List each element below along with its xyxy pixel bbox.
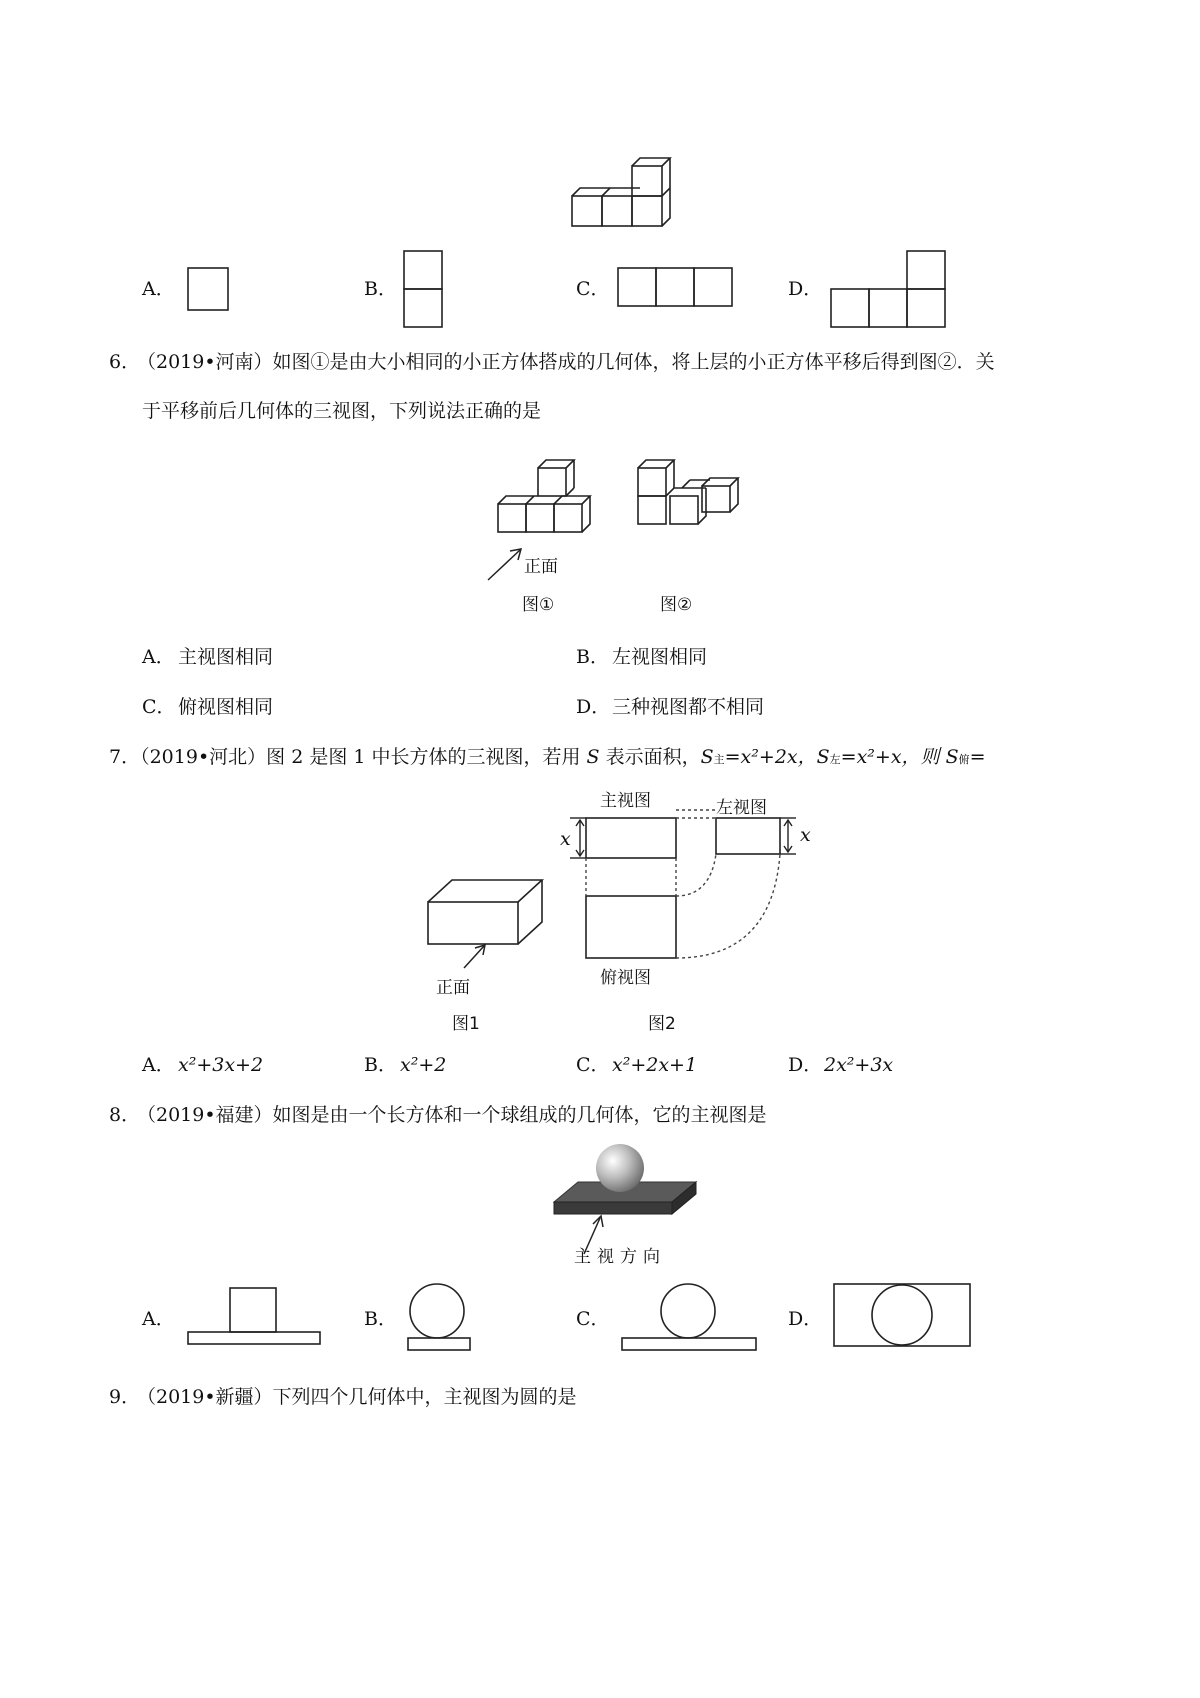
q7-option-c-text[interactable]: x²+2x+1 <box>612 1054 698 1076</box>
q7-option-d-label[interactable]: D． <box>788 1054 823 1076</box>
q6-stem-line1: （2019•河南）如图①是由大小相同的小正方体搭成的几何体，将上层的小正方体平移后得到图②．关 <box>137 351 995 373</box>
q7-fig1-caption: 图1 <box>452 1014 480 1034</box>
q8-option-d-label[interactable]: D． <box>788 1308 823 1330</box>
q7-stem-a: （2019•河北）图 2 是图 1 中长方体的三视图，若用 <box>140 746 587 768</box>
q8-number: 8． <box>109 1104 141 1126</box>
q7-main-view-label: 主视图 <box>600 791 651 811</box>
q5-option-b-figure[interactable] <box>402 249 444 329</box>
q7-s-main: S <box>700 746 714 768</box>
q7-s-left: S <box>816 746 830 768</box>
q9-stem: （2019•新疆）下列四个几何体中，主视图为圆的是 <box>137 1386 577 1408</box>
q9-number: 9． <box>109 1386 141 1408</box>
q7-option-d-text[interactable]: 2x²+3x <box>824 1054 894 1076</box>
q7-dim-x-left: x <box>560 828 571 850</box>
q7-s-symbol: S <box>586 746 600 768</box>
q7-sub-main: 主 <box>713 753 725 766</box>
q6-option-b-text[interactable]: 左视图相同 <box>612 646 708 668</box>
q5-option-a-figure[interactable] <box>186 266 230 312</box>
q7-option-b-text[interactable]: x²+2 <box>400 1054 447 1076</box>
q6-option-b-label[interactable]: B． <box>576 646 609 668</box>
q5-solid-figure <box>570 156 680 232</box>
q7-top-view-label: 俯视图 <box>600 968 651 988</box>
q8-option-c-label[interactable]: C． <box>576 1308 610 1330</box>
q7-eq-tail: = <box>969 746 986 768</box>
q6-option-c-text[interactable]: 俯视图相同 <box>178 696 274 718</box>
q7-left-view-label: 左视图 <box>716 798 767 818</box>
q7-eq-main: =x²+2x， <box>724 746 817 768</box>
q8-option-b-figure[interactable] <box>404 1282 474 1354</box>
q7-three-view-diagram <box>540 808 840 958</box>
q5-option-c-label[interactable]: C． <box>576 278 610 300</box>
q7-option-a-label[interactable]: A． <box>142 1054 175 1076</box>
q7-sub-side: 俯 <box>958 753 970 766</box>
q7-number: 7． <box>109 746 141 768</box>
q8-option-a-figure[interactable] <box>186 1286 322 1346</box>
q7-eq-left: =x²+x，则 <box>840 746 946 768</box>
q6-fig1-caption: 图① <box>522 595 555 615</box>
q8-direction-label: 主视方向 <box>574 1247 666 1267</box>
q7-cuboid-figure <box>424 872 544 972</box>
q7-front-label: 正面 <box>436 978 470 998</box>
q6-fig2-caption: 图② <box>660 595 693 615</box>
q7-sub-left: 左 <box>829 753 841 766</box>
q6-figure-2 <box>634 456 754 536</box>
q7-option-a-text[interactable]: x²+3x+2 <box>178 1054 264 1076</box>
q8-option-a-label[interactable]: A． <box>142 1308 175 1330</box>
q8-stem: （2019•福建）如图是由一个长方体和一个球组成的几何体，它的主视图是 <box>137 1104 767 1126</box>
q8-option-b-label[interactable]: B． <box>364 1308 397 1330</box>
q6-option-c-label[interactable]: C． <box>142 696 176 718</box>
q7-s-side: S <box>945 746 959 768</box>
q6-stem-line2: 于平移前后几何体的三视图，下列说法正确的是 <box>142 400 542 422</box>
q5-option-c-figure[interactable] <box>616 266 734 308</box>
q6-front-label: 正面 <box>524 557 558 577</box>
q7-fig2-caption: 图2 <box>648 1014 676 1034</box>
q7-option-c-label[interactable]: C． <box>576 1054 610 1076</box>
q6-number: 6． <box>109 351 141 373</box>
q5-option-a-label[interactable]: A． <box>142 278 175 300</box>
q6-option-d-label[interactable]: D． <box>576 696 611 718</box>
q6-option-a-text[interactable]: 主视图相同 <box>178 646 274 668</box>
q6-option-d-text[interactable]: 三种视图都不相同 <box>612 696 765 718</box>
q5-option-b-label[interactable]: B． <box>364 278 397 300</box>
q7-stem <box>109 744 986 773</box>
q5-option-d-label[interactable]: D． <box>788 278 823 300</box>
q7-option-b-label[interactable]: B． <box>364 1054 397 1076</box>
q8-option-d-figure[interactable] <box>832 1282 972 1350</box>
q8-option-c-figure[interactable] <box>620 1282 758 1354</box>
q7-stem-b: 表示面积， <box>599 746 701 768</box>
q5-option-d-figure[interactable] <box>829 249 947 329</box>
q7-dim-x-right: x <box>800 824 811 846</box>
q6-option-a-label[interactable]: A． <box>142 646 175 668</box>
